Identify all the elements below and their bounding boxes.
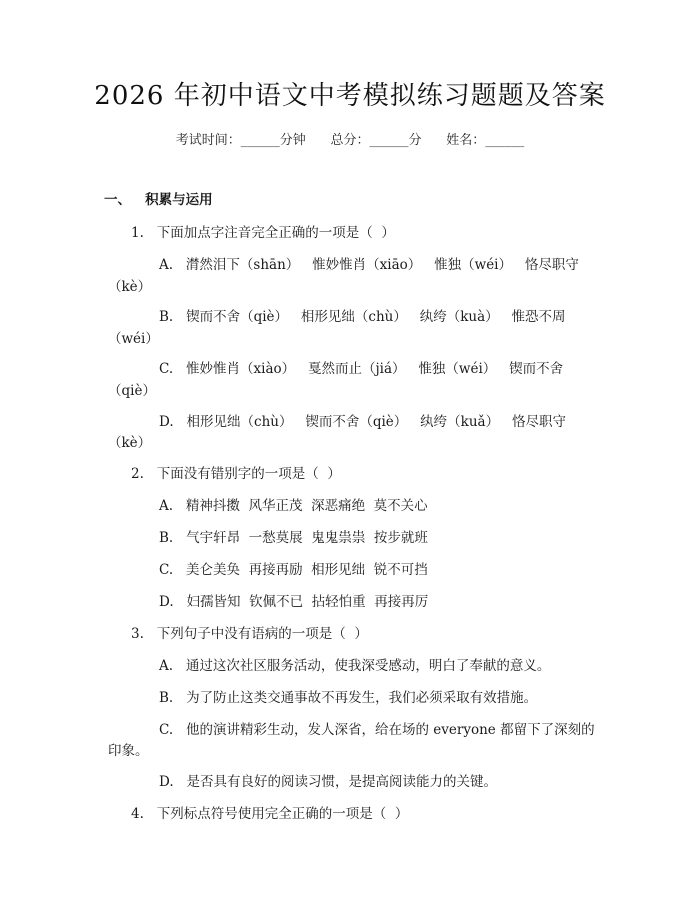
question-3-option-b: B. 为了防止这类交通事故不再发生，我们必须采取有效措施。 xyxy=(159,690,538,706)
page-title: 2026 年初中语文中考模拟练习题题及答案 xyxy=(94,81,606,111)
question-3-option-c-continued: 印象。 xyxy=(108,743,149,759)
question-1-option-a: A. 潸然泪下（shān） 惟妙惟肖（xiāo） 惟独（wéi） 恪尽职守 xyxy=(159,257,579,273)
question-2-option-b: B. 气宇轩昂 一愁莫展 鬼鬼祟祟 按步就班 xyxy=(159,530,428,546)
question-2-stem: 2. 下面没有错别字的一项是（ ） xyxy=(131,466,341,482)
question-2-option-d: D. 妇孺皆知 钦佩不已 拈轻怕重 再接再厉 xyxy=(159,594,429,610)
question-2-option-c: C. 美仑美奂 再接再励 相形见绌 锐不可挡 xyxy=(159,562,428,578)
exam-info-line: 考试时间：______分钟 总分：______分 姓名：______ xyxy=(175,133,525,148)
question-4-stem: 4. 下列标点符号使用完全正确的一项是（ ） xyxy=(131,806,409,822)
question-1-option-c-continued: （qiè） xyxy=(108,383,156,399)
question-1-option-c: C. 惟妙惟肖（xiào） 戛然而止（jiá） 惟独（wéi） 锲而不舍 xyxy=(159,361,564,377)
section-heading: 一、 积累与运用 xyxy=(104,192,213,208)
question-3-stem: 3. 下列句子中没有语病的一项是（ ） xyxy=(131,626,368,642)
question-1-option-d: D. 相形见绌（chù） 锲而不舍（qiè） 纨绔（kuǎ） 恪尽职守 xyxy=(159,414,566,430)
question-1-option-b: B. 锲而不舍（qiè） 相形见绌（chù） 纨绔（kuà） 惟恐不周 xyxy=(159,309,566,325)
question-2-option-a: A. 精神抖擞 风华正茂 深恶痛绝 莫不关心 xyxy=(159,498,428,514)
question-1-option-a-continued: （kè） xyxy=(108,279,152,295)
question-3-option-c: C. 他的演讲精彩生动，发人深省，给在场的 everyone 都留下了深刻的 xyxy=(159,722,595,738)
question-1-option-d-continued: （kè） xyxy=(108,435,152,451)
question-3-option-a: A. 通过这次社区服务活动，使我深受感动，明白了奉献的意义。 xyxy=(159,658,551,674)
question-1-stem: 1. 下面加点字注音完全正确的一项是（ ） xyxy=(131,225,395,241)
question-3-option-d: D. 是否具有良好的阅读习惯，是提高阅读能力的关键。 xyxy=(159,774,498,790)
question-1-option-b-continued: （wéi） xyxy=(108,331,159,347)
